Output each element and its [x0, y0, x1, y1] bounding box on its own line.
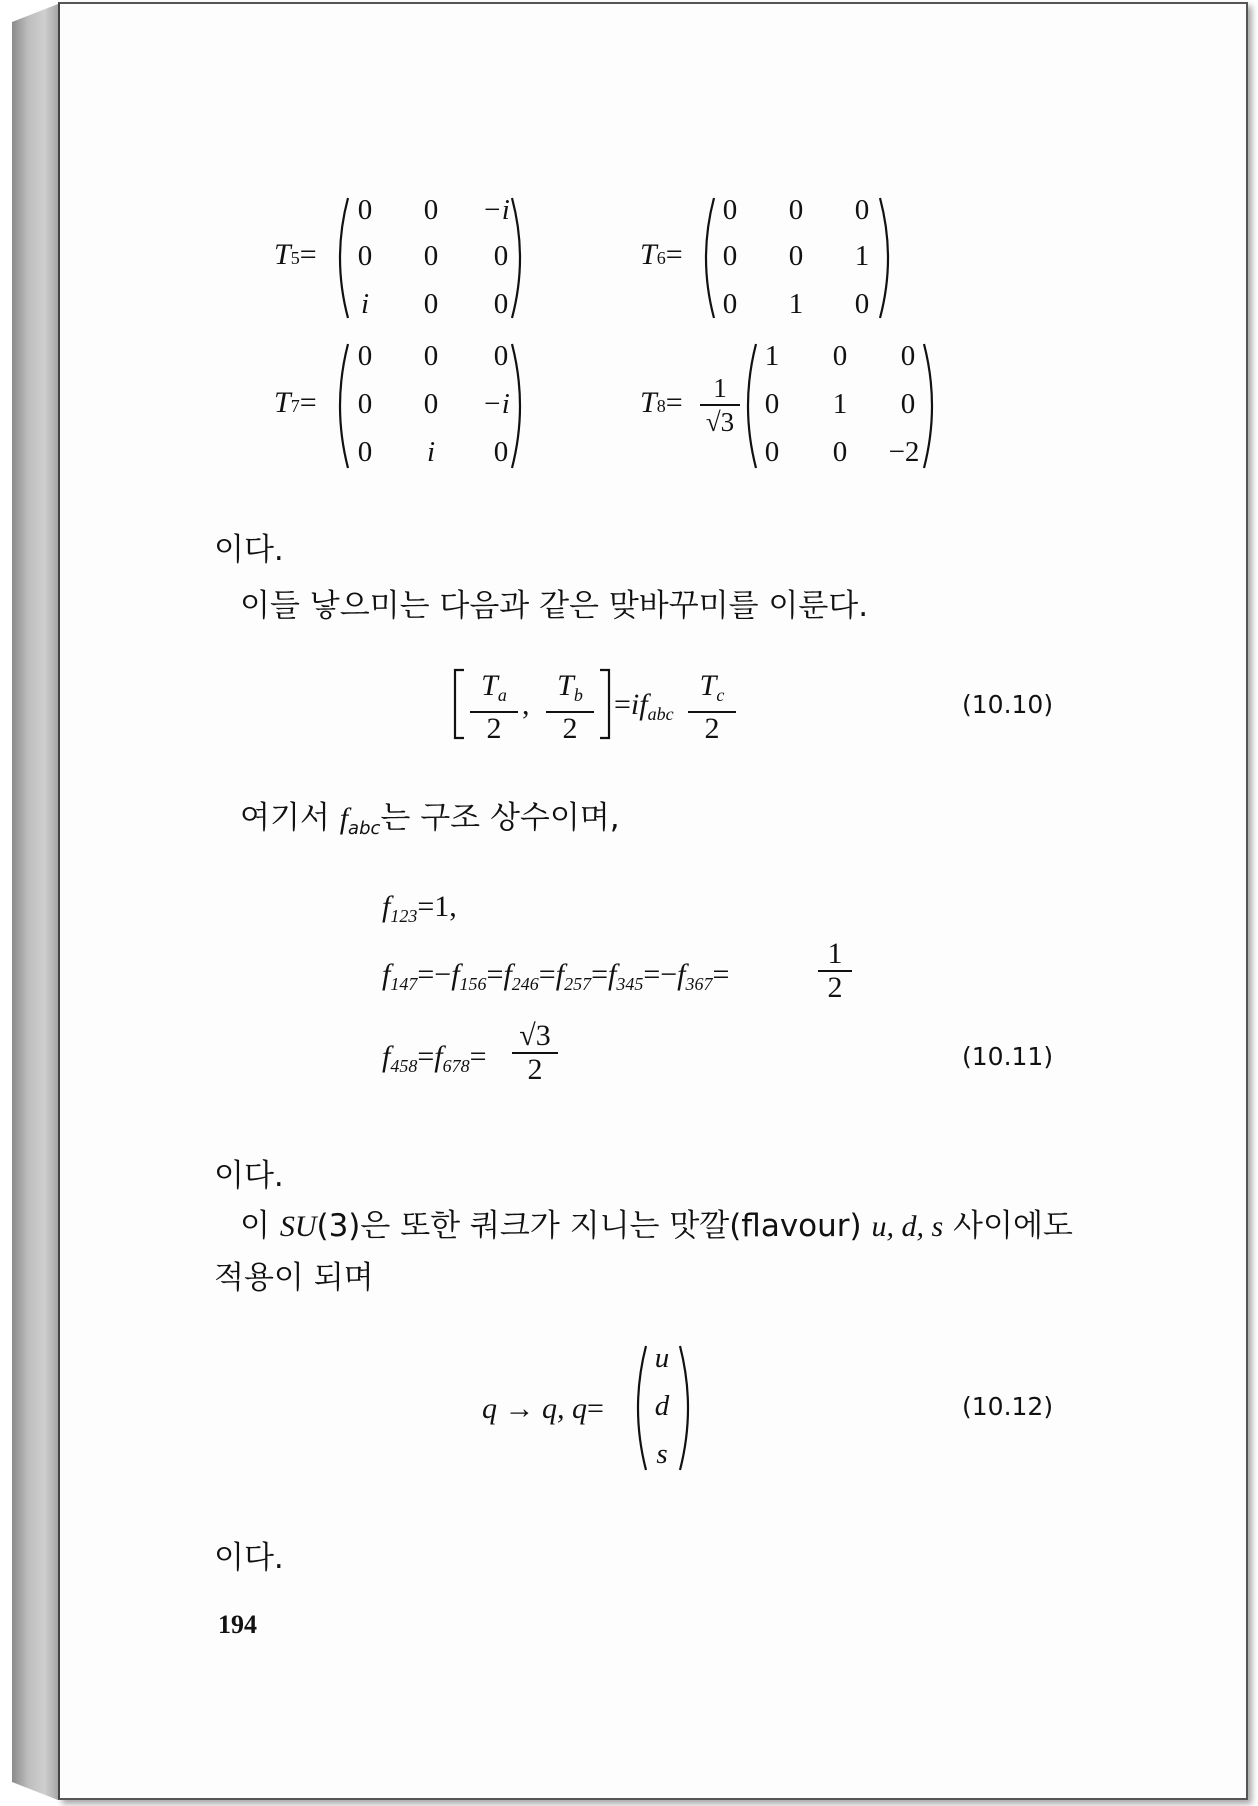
fraction-tb-over-2: $T_b$ 2: [546, 670, 594, 745]
bracket-right: [598, 668, 612, 740]
matrix-cell: i: [426, 436, 436, 468]
matrix-cell: 0: [854, 194, 870, 226]
matrix-cell: 0: [832, 436, 848, 468]
rhs-i-fabc: $=if_{abc}$: [614, 688, 674, 724]
matrix-cell: 0: [722, 240, 738, 272]
paragraph-su3-line-2: 적용이 되며: [214, 1260, 374, 1296]
matrix-cell: 1: [764, 340, 780, 372]
matrix-cell: 0: [423, 340, 439, 372]
matrix-cell: 0: [722, 194, 738, 226]
vector-cell-u: u: [654, 1342, 670, 1374]
page-number: 194: [218, 1610, 257, 1639]
f-term: $=f_{246}$: [486, 958, 539, 994]
matrix-cell: 0: [493, 288, 509, 320]
matrix-cell: 1: [854, 240, 870, 272]
matrix-cell: 0: [357, 436, 373, 468]
matrix-cell: 0: [900, 340, 916, 372]
matrix-t8-label: T8=: [640, 386, 683, 419]
matrix-t8-prefactor: 1 √3: [700, 372, 740, 438]
paragraph-commutation: 이들 낳으미는 다음과 같은 맞바꾸미를 이룬다.: [240, 588, 869, 624]
matrix-t5-label: T5=: [274, 238, 317, 271]
matrix-cell: 0: [493, 240, 509, 272]
fraction-tc-over-2: $T_c$ 2: [688, 670, 736, 745]
paragraph-su3-flavour: 이 SU(3)은 또한 쿼크가 지니는 맛깔(flavour) u, d, s 사이에도: [240, 1208, 1073, 1244]
equation-number-10-12: (10.12): [962, 1392, 1054, 1421]
matrix-cell: 0: [764, 436, 780, 468]
matrix-cell: 0: [764, 388, 780, 420]
matrix-cell: −i: [482, 388, 510, 420]
f-term: $=f_{345}$: [591, 958, 644, 994]
matrix-t6-label: T6=: [640, 238, 683, 271]
vector-cell-s: s: [656, 1438, 668, 1470]
comma: ,: [522, 688, 530, 721]
matrix-cell: 0: [832, 340, 848, 372]
fraction-one-half: 1 2: [818, 938, 852, 1004]
f-term: $f_{147}$: [382, 958, 418, 994]
matrix-cell: 0: [493, 436, 509, 468]
f-term: $f_{458}$: [382, 1040, 418, 1076]
matrix-cell: 0: [423, 388, 439, 420]
text-ida-1: 이다.: [214, 532, 284, 568]
eq-10-12-lhs: q → q, q=: [482, 1392, 604, 1425]
equation-number-10-11: (10.11): [962, 1042, 1054, 1071]
eq-10-11-line-1: $f_{123}=1$,: [382, 890, 457, 926]
matrix-cell: i: [360, 288, 370, 320]
vector-cell-d: d: [654, 1390, 670, 1422]
matrix-cell: 0: [357, 340, 373, 372]
matrix-cell: 0: [423, 194, 439, 226]
matrix-cell: 0: [722, 288, 738, 320]
fraction-sqrt3-over-2: √3 2: [512, 1020, 558, 1086]
matrix-cell: 0: [423, 288, 439, 320]
text-ida-3: 이다.: [214, 1540, 284, 1576]
matrix-cell: −i: [482, 194, 510, 226]
text-ida-2: 이다.: [214, 1158, 284, 1194]
matrix-cell: 0: [357, 194, 373, 226]
eq-10-11-line-2: $f_{147}=-f_{156}=f_{246}=f_{257}=f_{345}=-f_{367}=$: [382, 958, 730, 994]
bracket-left: [452, 668, 466, 740]
f-term: $=f_{257}$: [538, 958, 592, 994]
matrix-cell: 0: [423, 240, 439, 272]
eq-10-11-line-3: $f_{458}=f_{678}=$: [382, 1040, 487, 1076]
matrix-cell: 1: [788, 288, 804, 320]
book-spine: [12, 4, 58, 1800]
fraction-ta-over-2: $T_a$ 2: [470, 670, 518, 745]
matrix-cell: 0: [900, 388, 916, 420]
matrix-cell: 1: [832, 388, 848, 420]
matrix-cell: 0: [493, 340, 509, 372]
matrix-cell: −2: [888, 436, 920, 468]
matrix-cell: 0: [357, 240, 373, 272]
matrix-cell: 0: [357, 388, 373, 420]
matrix-t7-label: T7=: [274, 386, 317, 419]
matrix-cell: 0: [788, 194, 804, 226]
paragraph-structure-constant: 여기서 $f_{abc}$는 구조 상수이며,: [240, 800, 620, 839]
equation-number-10-10: (10.10): [962, 690, 1054, 719]
matrix-cell: 0: [788, 240, 804, 272]
matrix-cell: 0: [854, 288, 870, 320]
f-term: $=-f_{156}$: [417, 958, 487, 994]
f-term: $=f_{678}$: [417, 1040, 470, 1076]
f-term: $=-f_{367}$: [643, 958, 713, 994]
